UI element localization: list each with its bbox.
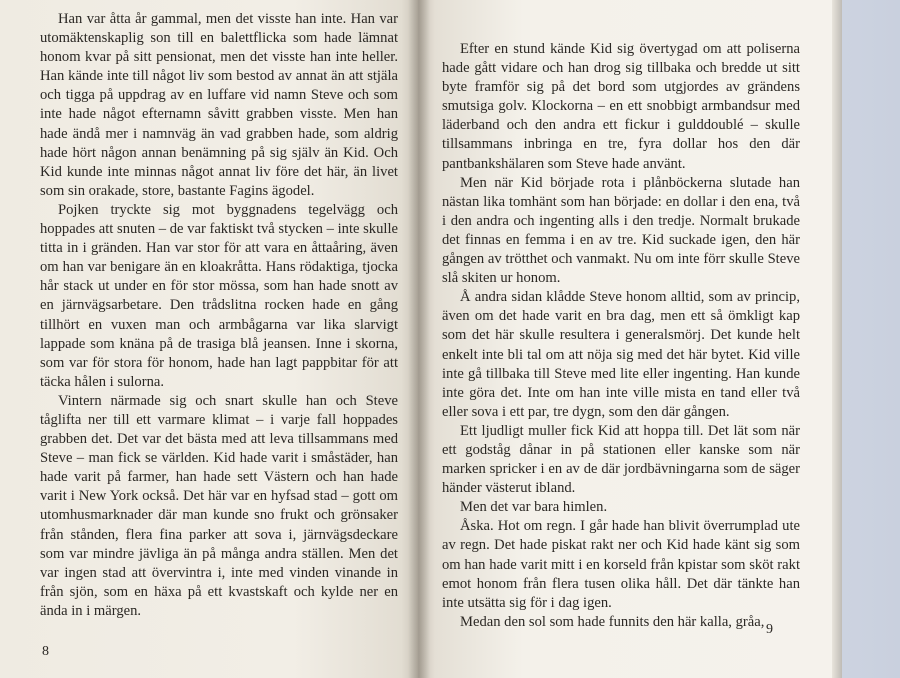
- right-paragraph-2: Men när Kid började rota i plånböckerna slutade han nästan lika tomhänt som han började: en dollar i den ena, två i den andra och ingenting alls i den tredje. Normalt brukade det finnas en femma i en av tre. Kid suckade igen, den här gången av trötthet och vanmakt. Nu om inte förr skulle Steve slå skiten ur honom.: [442, 174, 800, 287]
- book-gutter: [408, 0, 430, 678]
- left-page-number: 8: [42, 644, 49, 659]
- right-paragraph-7: Medan den sol som hade funnits den här kalla, gråa,: [460, 613, 765, 630]
- right-paragraph-6: Åska. Hot om regn. I går hade han blivit överrumplad ute av regn. Det hade piskat rakt ner och Kid hade känt sig som om han hade varit mitt i en korseld från kpistar som sköt rakt emot honom från flera tusen olika håll. Det där tänkte han inte utsätta sig för i dag igen.: [442, 518, 800, 611]
- left-paragraph-2: Pojken tryckte sig mot byggnadens tegelvägg och hoppades att snuten – de var faktiskt två stycken – inte skulle titta in i gränden. Han var stor för att vara en åttaåring, även om han var benigare än en kloakråtta. Hans rödaktiga, tjocka hår stack ut under en för stor mössa, som han hade snott av en järnvägsarbetare. Den trådslitna rocken hade en gång tillhört en vuxen man och armbågarna var lika slarvigt lappade som knäna på de trasiga blå jeansen. Inne i skorna, som var för stora för honom, hade han lagt pappbitar för att täcka hålen i sulorna.: [40, 201, 398, 390]
- right-paragraph-1: Efter en stund kände Kid sig övertygad om att poliserna hade gått vidare och han drog sig tillbaka och bredde ut sitt byte framför sig på det bord som utgjordes av grändens smutsiga golv. Klockorna – en ett snobbigt armbandsur med läderband och den andra ett fickur i gulddoublé – skulle tillsammans inbringa en tre, fyra dollar hos den där pantbankshälaren som Steve hade använt.: [442, 41, 800, 172]
- right-paragraph-5: Men det var bara himlen.: [460, 499, 608, 516]
- right-page-number: 9: [766, 622, 773, 637]
- left-paragraph-1: Han var åtta år gammal, men det visste han inte. Han var utomäktenskaplig son till en balettflicka som hade lämnat honom kvar på sitt pensionat, men det visste han inte heller. Han kände inte till något liv som bestod av annat än att stjäla och tigga på uppdrag av en luffare vid namn Steve och som inte hade något efternamn såvitt grabben visste. Men han hade ändå mer i namnväg än vad grabben hade, som aldrig hade hört någon annan benämning på sig själv än Kid. Och Kid kunde inte minnas något annat liv före det här, än livet som sin orakade, store, bastante Fagins ägodel.: [40, 11, 398, 199]
- page-edge: [832, 0, 842, 678]
- right-paragraph-4: Ett ljudligt muller fick Kid att hoppa till. Det lät som när ett godståg dånar in på stationen eller kanske som när marken spricker i en av de där jordbävningarna som de säger händer västerut ibland.: [442, 422, 800, 497]
- right-paragraph-3: Å andra sidan klådde Steve honom alltid, som av princip, även om det hade varit en bra dag, men ett så ömkligt kap som det här skulle resultera i generalsmörj. Det kunde helt enkelt inte bli tal om att nöja sig med det här bytet. Kid ville inte gå tillbaka till Steve med lite eller ingenting. Han kunde inte göra det. Inte om han inte ville mista en tand eller två eller sova i ett par, tre dygn, som den där gången.: [442, 289, 800, 420]
- right-page: [418, 0, 840, 678]
- left-paragraph-3: Vintern närmade sig och snart skulle han och Steve tåglifta ner till ett varmare klimat – i varje fall hoppades grabben det. Det var det bästa med att leva tillsammans med Steve – man fick se världen. Kid hade varit i småstäder, han hade varit på farmer, han hade sett Västern och han hade varit i New York också. Det här var en hyfsad stad – gott om utomhusmarknader där man kunde sno frukt och grönsaker från stånden, flera fina parker att sova i, järnvägsdeckare som var mindre jävliga än på många andra ställen. Men det var ingen stad att övervintra i, inte med vinden vinande in från sjön, som en häxa på ett kvastskaft och kylde ner en ända in i märgen.: [40, 392, 398, 619]
- left-page: [0, 0, 418, 678]
